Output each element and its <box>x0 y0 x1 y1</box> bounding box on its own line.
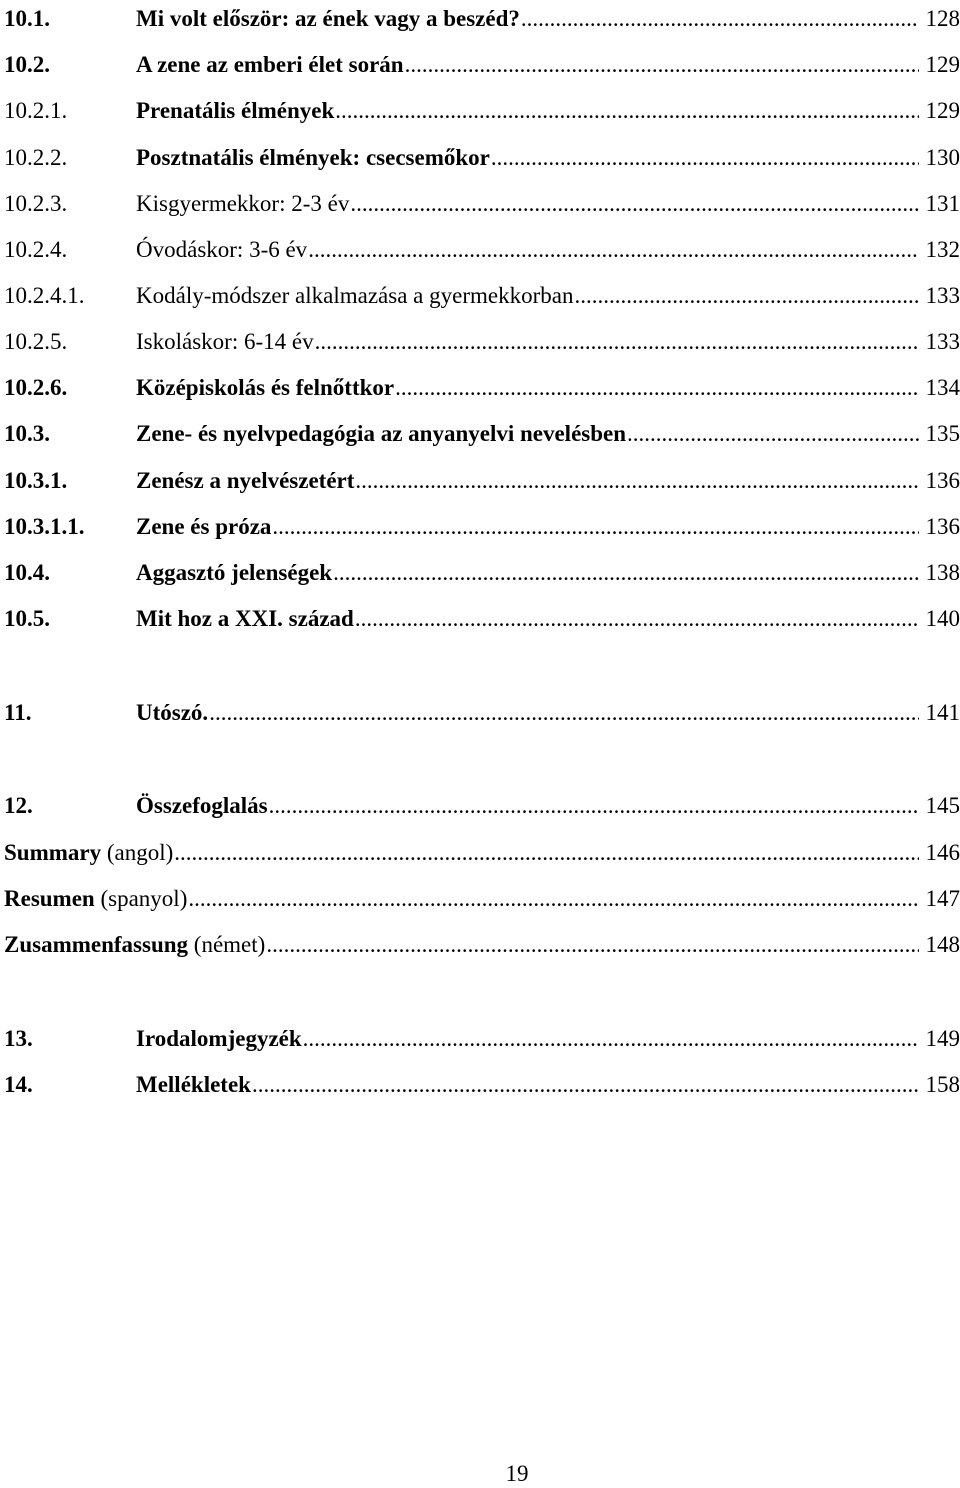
toc-entry[interactable] <box>4 834 960 864</box>
toc-entry-title: Kodály-módszer alkalmazása a gyermekkorban <box>136 283 574 308</box>
toc-entry-title: Összefoglalás <box>136 793 268 818</box>
dot-leader <box>315 330 919 353</box>
toc-entry[interactable] <box>4 787 960 817</box>
toc-entry[interactable] <box>4 185 960 215</box>
toc-entry-title: Zusammenfassung (német) <box>4 932 266 957</box>
toc-entry-title: Irodalomjegyzék <box>136 1026 302 1051</box>
toc-entry-title: Summary (angol) <box>4 840 174 865</box>
toc-entry-title: Zenész a nyelvészetért <box>136 468 355 493</box>
toc-entry-page: 158 <box>925 1072 960 1097</box>
toc-entry-page: 133 <box>925 283 960 308</box>
dot-leader <box>395 376 919 399</box>
toc-entry[interactable] <box>4 1066 960 1096</box>
dot-leader <box>209 701 919 724</box>
toc-entry-page: 147 <box>925 886 960 911</box>
toc-entry[interactable] <box>4 46 960 76</box>
toc-entry-title: Utószó. <box>136 700 209 725</box>
toc-entry-title: Aggasztó jelenségek <box>136 560 333 585</box>
toc-entry[interactable] <box>4 92 960 122</box>
toc-entry-title: Középiskolás és felnőttkor <box>136 375 395 400</box>
toc-entry[interactable] <box>4 600 960 630</box>
toc-entry-title: A zene az emberi élet során <box>136 52 404 77</box>
dot-leader <box>266 933 919 956</box>
toc-entry[interactable] <box>4 926 960 956</box>
toc-entry-number: 10.2. <box>4 52 50 77</box>
toc-entry-page: 141 <box>925 700 960 725</box>
toc-entry-title: Posztnatális élmények: csecsemőkor <box>136 145 490 170</box>
dot-leader <box>303 1027 919 1050</box>
toc-entry[interactable] <box>4 694 960 724</box>
toc-entry-page: 128 <box>925 6 960 31</box>
dot-leader <box>405 53 919 76</box>
toc-entry[interactable] <box>4 369 960 399</box>
toc-entry-number: 10.3. <box>4 421 50 446</box>
toc-entry-number: 14. <box>4 1072 33 1097</box>
dot-leader <box>174 841 919 864</box>
toc-entry-page: 132 <box>925 237 960 262</box>
toc-entry[interactable] <box>4 139 960 169</box>
toc-entry[interactable] <box>4 277 960 307</box>
dot-leader <box>521 7 919 30</box>
toc-entry-number: 10.2.3. <box>4 191 68 216</box>
toc-entry-number: 10.2.1. <box>4 98 68 123</box>
toc-entry-number: 10.2.2. <box>4 145 68 170</box>
toc-entry-number: 10.2.6. <box>4 375 68 400</box>
dot-leader <box>333 561 919 584</box>
toc-entry-page: 136 <box>925 468 960 493</box>
toc-entry[interactable] <box>4 0 960 30</box>
dot-leader <box>574 284 919 307</box>
toc-entry-title: Zene- és nyelvpedagógia az anyanyelvi nevelésben <box>136 421 627 446</box>
toc-entry-number: 10.1. <box>4 6 50 31</box>
toc-entry-title: Mi volt először: az ének vagy a beszéd? <box>136 6 520 31</box>
toc-entry-title: Kisgyermekkor: 2-3 év <box>136 191 350 216</box>
toc-entry[interactable] <box>4 554 960 584</box>
dot-leader <box>269 794 919 817</box>
toc-entry-page: 138 <box>925 560 960 585</box>
dot-leader <box>627 422 919 445</box>
toc-entry-page: 129 <box>925 98 960 123</box>
toc-entry[interactable] <box>4 462 960 492</box>
toc-entry[interactable] <box>4 231 960 261</box>
toc-entry-page: 135 <box>925 421 960 446</box>
toc-entry-page: 146 <box>925 840 960 865</box>
toc-entry[interactable] <box>4 508 960 538</box>
toc-entry-number: 10.3.1.1. <box>4 514 85 539</box>
toc-entry[interactable] <box>4 323 960 353</box>
dot-leader <box>355 469 919 492</box>
toc-entry-page: 148 <box>925 932 960 957</box>
toc-entry[interactable] <box>4 1020 960 1050</box>
dot-leader <box>335 99 919 122</box>
toc-entry-number: 10.2.4.1. <box>4 283 85 308</box>
toc-entry-number: 10.2.4. <box>4 237 68 262</box>
toc-entry-title: Resumen (spanyol) <box>4 886 188 911</box>
toc-entry-number: 10.5. <box>4 606 50 631</box>
toc-entry-page: 149 <box>925 1026 960 1051</box>
page-number: 19 <box>505 1461 529 1486</box>
toc-entry-number: 12. <box>4 793 33 818</box>
toc-entry-page: 129 <box>925 52 960 77</box>
toc-entry-number: 10.4. <box>4 560 50 585</box>
toc-entry-page: 131 <box>925 191 960 216</box>
dot-leader <box>308 238 919 261</box>
toc-entry-number: 10.2.5. <box>4 329 68 354</box>
dot-leader <box>355 607 919 630</box>
toc-entry-page: 136 <box>925 514 960 539</box>
dot-leader <box>188 887 919 910</box>
dot-leader <box>252 1073 919 1096</box>
dot-leader <box>350 192 919 215</box>
toc-entry-title: Óvodáskor: 3-6 év <box>136 237 308 262</box>
toc-entry-page: 134 <box>925 375 960 400</box>
toc-entry-title: Iskoláskor: 6-14 év <box>136 329 314 354</box>
toc-entry-number: 13. <box>4 1026 33 1051</box>
toc-entry-page: 133 <box>925 329 960 354</box>
toc-entry[interactable] <box>4 415 960 445</box>
toc-entry-page: 130 <box>925 145 960 170</box>
toc-entry-title: Zene és próza <box>136 514 272 539</box>
toc-entry-title: Mit hoz a XXI. század <box>136 606 354 631</box>
toc-entry-title: Mellékletek <box>136 1072 251 1097</box>
toc-entry[interactable] <box>4 880 960 910</box>
toc-entry-page: 145 <box>925 793 960 818</box>
dot-leader <box>491 146 919 169</box>
toc-entry-title: Prenatális élmények <box>136 98 335 123</box>
dot-leader <box>272 515 919 538</box>
toc-entry-number: 11. <box>4 700 32 725</box>
toc-entry-number: 10.3.1. <box>4 468 68 493</box>
toc-entry-page: 140 <box>925 606 960 631</box>
